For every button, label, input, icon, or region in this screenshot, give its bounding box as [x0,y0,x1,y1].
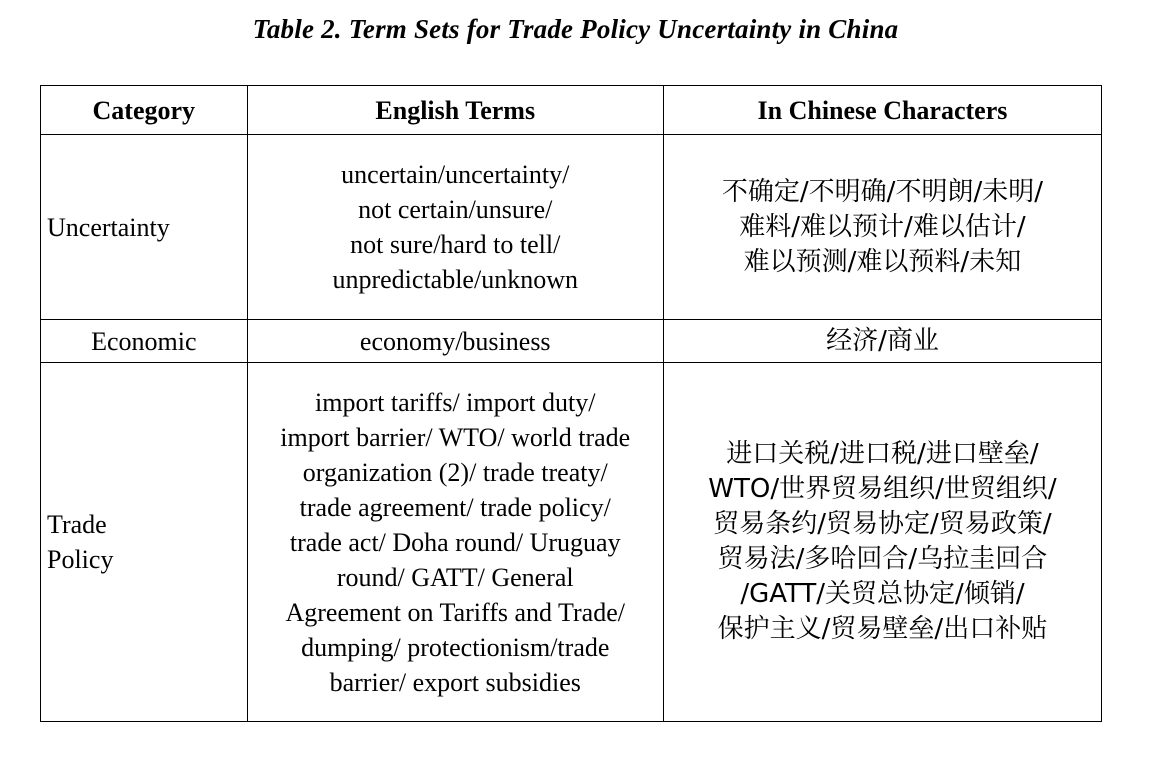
category-cell [41,363,248,722]
chinese-term-line: /GATT/关贸总协定/倾销/ [740,579,1025,609]
english-term-line: economy/business [359,326,551,356]
english-terms-cell [247,363,663,722]
category-label: Economic [91,326,197,356]
chinese-term-line: WTO/世界贸易组织/世贸组织/ [708,474,1057,504]
table-row-trade-policy [41,363,1102,722]
header-category: Category [41,86,248,135]
chinese-term-line: 难以预测/难以预料/未知 [743,246,1022,277]
category-label: Policy [47,545,114,574]
chinese-terms-cell [663,363,1101,722]
chinese-term-line: 保护主义/贸易壁垒/出口补贴 [717,614,1048,644]
chinese-term-line: 不确定/不明确/不明朗/未明/ [721,176,1043,207]
english-term-line: import barrier/ WTO/ world trade [280,422,631,452]
english-term-line: import tariffs/ import duty/ [315,387,596,417]
chinese-terms-cell [663,135,1101,320]
english-term-line: dumping/ protectionism/trade [301,632,610,662]
english-term-line: not sure/hard to tell/ [350,230,561,259]
table-title: Table 2. Term Sets for Trade Policy Uncertainty in China [252,14,899,44]
table-row-economic [41,320,1102,363]
chinese-term-line: 贸易法/多哈回合/乌拉圭回合 [717,544,1048,574]
english-term-line: unpredictable/unknown [332,265,578,294]
english-terms-cell [247,135,663,320]
header-row [41,86,1102,135]
english-term-line: uncertain/uncertainty/ [341,160,570,189]
chinese-terms-cell [663,320,1101,363]
chinese-term-line: 难料/难以预计/难以估计/ [739,211,1026,242]
english-term-line: round/ GATT/ General [336,562,574,592]
english-term-line: trade act/ Doha round/ Uruguay [289,527,621,557]
header-english-terms: English Terms [247,86,663,135]
english-term-line: organization (2)/ trade treaty/ [302,457,608,487]
category-label: Uncertainty [47,212,170,242]
chinese-term-line: 贸易条约/贸易协定/贸易政策/ [713,509,1052,539]
table-row-uncertainty [41,135,1102,320]
chinese-term-line: 经济/商业 [826,325,939,356]
category-cell [41,135,248,320]
english-term-line: Agreement on Tariffs and Trade/ [285,597,625,627]
english-term-line: trade agreement/ trade policy/ [299,492,611,522]
english-term-line: not certain/unsure/ [358,195,553,224]
term-sets-table [40,85,1102,722]
category-cell [41,320,248,363]
header-chinese-characters: In Chinese Characters [663,86,1101,135]
chinese-term-line: 进口关税/进口税/进口壁垒/ [726,439,1039,469]
english-terms-cell [247,320,663,363]
category-label: Trade [47,510,107,539]
english-term-line: barrier/ export subsidies [329,667,581,697]
